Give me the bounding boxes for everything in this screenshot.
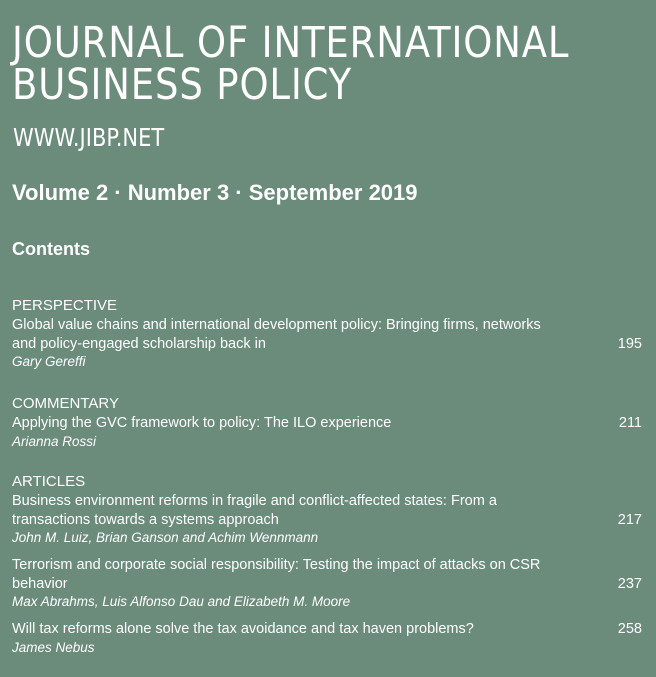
section-articles bbox=[12, 472, 642, 666]
entry-authors: Max Abrahms, Luis Alfonso Dau and Elizabeth M. Moore bbox=[12, 594, 351, 609]
section-perspective bbox=[12, 296, 642, 380]
entry-title: Applying the GVC framework to policy: The ILO experience bbox=[12, 415, 392, 431]
journal-title bbox=[12, 18, 570, 110]
entry-title: Business environment reforms in fragile and conflict-affected states: From a transactions towards a systems approach bbox=[12, 493, 497, 528]
entry-authors: John M. Luiz, Brian Ganson and Achim Wennmann bbox=[12, 530, 319, 545]
journal-website: WWW.JIBP.NET bbox=[13, 123, 165, 152]
toc-entry[interactable] bbox=[12, 620, 642, 657]
entry-page-number: 258 bbox=[617, 621, 642, 637]
entry-page-number: 217 bbox=[617, 511, 642, 528]
section-title: ARTICLES bbox=[12, 473, 86, 490]
toc-entry[interactable] bbox=[12, 316, 642, 371]
entry-title: Terrorism and corporate social responsibility: Testing the impact of attacks on CSR behavior bbox=[12, 557, 541, 592]
journal-title-line-2: BUSINESS POLICY bbox=[12, 60, 353, 110]
entry-authors: Gary Gereffi bbox=[12, 354, 86, 369]
contents-heading: Contents bbox=[12, 239, 90, 259]
issue-info: Volume 2 · Number 3 · September 2019 bbox=[12, 180, 418, 205]
entry-page-number: 237 bbox=[617, 575, 642, 592]
journal-title-line-1: JOURNAL OF INTERNATIONAL bbox=[12, 18, 570, 68]
entry-page-number: 211 bbox=[618, 415, 642, 431]
entry-authors: James Nebus bbox=[12, 639, 95, 655]
toc-entry[interactable] bbox=[12, 414, 642, 451]
section-title: PERSPECTIVE bbox=[12, 297, 118, 314]
entry-authors: Arianna Rossi bbox=[12, 433, 97, 449]
entry-title: Will tax reforms alone solve the tax avoidance and tax haven problems? bbox=[12, 621, 474, 637]
toc-entry[interactable] bbox=[12, 556, 642, 611]
entry-title: Global value chains and international development policy: Bringing firms, networks and policy-engaged scholarship back in bbox=[12, 317, 541, 352]
entry-page-number: 195 bbox=[617, 335, 642, 352]
section-title: COMMENTARY bbox=[12, 395, 119, 412]
toc-entry[interactable] bbox=[12, 492, 642, 547]
section-commentary bbox=[12, 394, 642, 460]
